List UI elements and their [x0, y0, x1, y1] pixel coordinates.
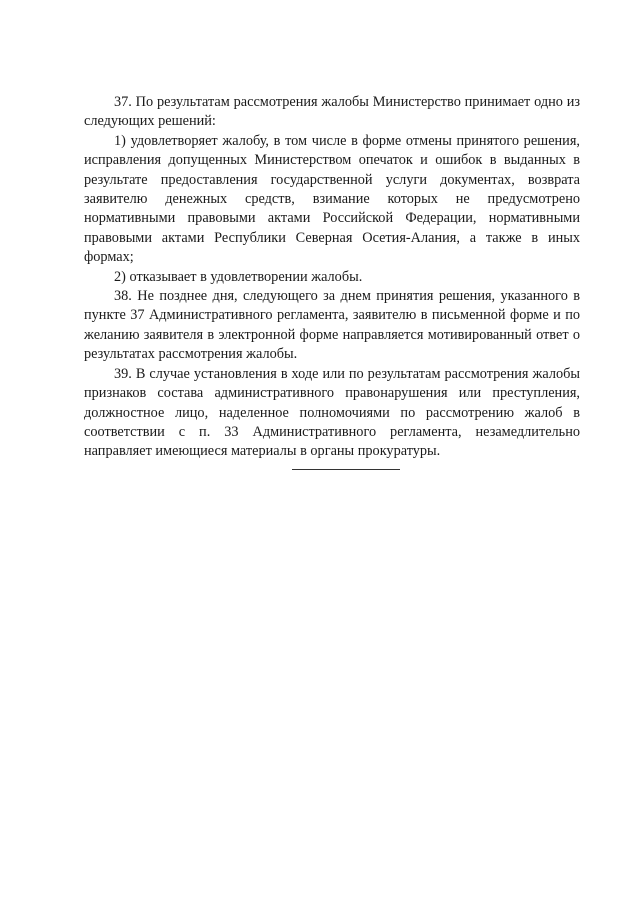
document-body — [84, 93, 580, 462]
paragraph-37: 37. По результатам рассмотрения жалобы Министерство принимает одно из следующих решений: — [84, 94, 580, 130]
paragraph-37-item-2: 2) отказывает в удовлетворении жалобы. — [114, 268, 363, 285]
paragraph-38: 38. Не позднее дня, следующего за днем принятия решения, указанного в пункте 37 Административного регламента, заявителю в письменной форме и по желанию заявителя в электронной форме направляется мотивированный ответ о результатах рассмотрения жалобы. — [84, 288, 580, 363]
paragraph-37-item-1: 1) удовлетворяет жалобу, в том числе в форме отмены принятого решения, исправления допущенных Министерством опечаток и ошибок в выданных в результате предоставления государственной услуги документах, возврата заявителю денежных средств, взимание которых не предусмотрено нормативными правовыми актами Российской Федерации, нормативными правовыми актами Республики Северная Осетия-Алания, а также в иных формах; — [84, 132, 580, 266]
paragraph-39: 39. В случае установления в ходе или по результатам рассмотрения жалобы признаков состава административного правонарушения или преступления, должностное лицо, наделенное полномочиями по рассмотрению жалоб в соответствии с п. 33 Административного регламента, незамедлительно направляет имеющиеся материалы в органы прокуратуры. — [84, 365, 580, 460]
end-separator-line — [292, 469, 400, 470]
